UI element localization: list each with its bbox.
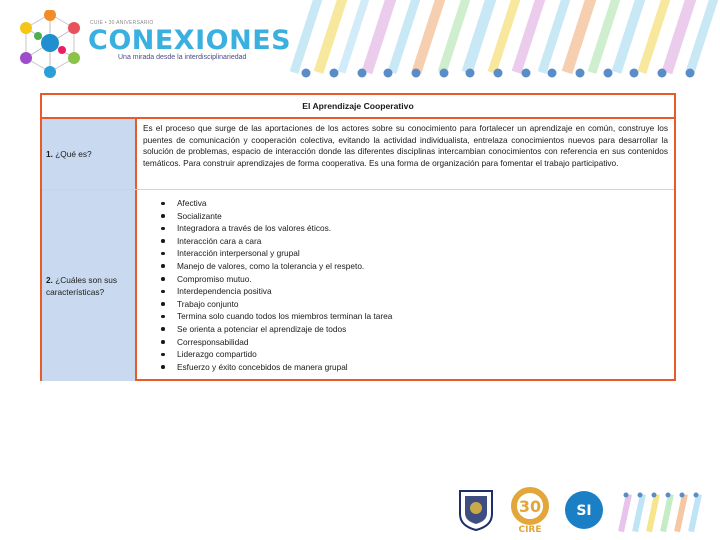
list-item: Termina solo cuando todos los miembros terminan la tarea: [161, 310, 668, 323]
list-item: Interdependencia positiva: [161, 285, 668, 298]
question-text: ¿Cuáles son sus características?: [46, 274, 118, 297]
cooperative-learning-table: [40, 93, 676, 381]
list-item: Liderazgo compartido: [161, 348, 668, 361]
anniversary-text: CUIE • 30 ANIVERSARIO: [90, 20, 154, 26]
question-cell: [42, 119, 137, 189]
conexiones-logo-icon: [18, 10, 82, 78]
definition-text: Es el proceso que surge de las aportaciones de los actores sobre su conocimiento para fortalecer un aprendizaje en común, construye los puentes de comunicación y cooperación colectiva, evitando la actividad individualista, entrelaza conocimientos nuevos para desarrollar la solución de problemas, espacio de interacción donde las diferentes disciplinas intercambian conocimientos con referencia en sus contenidos temáticos. Para construir aprendizajes de forma cooperativa. Es una forma de organización para fomentar el trabajo participativo.: [143, 123, 668, 168]
answer-cell: [137, 119, 674, 189]
cire-logo: [506, 486, 554, 534]
list-item: Interacción cara a cara: [161, 235, 668, 248]
brand-subtitle: Una mirada desde la interdisciplinariedad: [118, 54, 247, 61]
answer-cell: [137, 190, 674, 381]
cire-emblem-icon: [506, 486, 554, 534]
footer-stripes-icon: [616, 490, 716, 534]
unam-shield-icon: [456, 488, 496, 532]
features-list: [143, 194, 668, 373]
list-item: Se orienta a potenciar el aprendizaje de todos: [161, 323, 668, 336]
svg-text:30: 30: [518, 497, 542, 516]
brand-title: CONEXIONES: [88, 25, 292, 56]
question-cell: [42, 190, 137, 381]
list-item: Interacción interpersonal y grupal: [161, 247, 668, 260]
si-logo: [564, 490, 604, 532]
table-row: [42, 119, 674, 190]
list-item: Compromiso mutuo.: [161, 273, 668, 286]
brand-block: [88, 20, 291, 61]
list-item: Manejo de valores, como la tolerancia y el respeto.: [161, 260, 668, 273]
question-text: ¿Qué es?: [55, 149, 92, 159]
decorative-dots-icon: [290, 66, 720, 80]
question-number: 1.: [46, 149, 53, 159]
table-row: [42, 190, 674, 381]
list-item: Trabajo conjunto: [161, 298, 668, 311]
list-item: Corresponsabilidad: [161, 336, 668, 349]
list-item: Esfuerzo y éxito concebidos de manera grupal: [161, 361, 668, 374]
si-badge-icon: [564, 490, 604, 532]
list-item: Socializante: [161, 210, 668, 223]
list-item: Afectiva: [161, 197, 668, 210]
list-item: Integradora a través de los valores éticos.: [161, 222, 668, 235]
table-title: El Aprendizaje Cooperativo: [42, 95, 674, 119]
si-label: SI: [576, 503, 592, 519]
cire-label: CIRE: [518, 525, 542, 534]
question-number: 2.: [46, 274, 53, 285]
